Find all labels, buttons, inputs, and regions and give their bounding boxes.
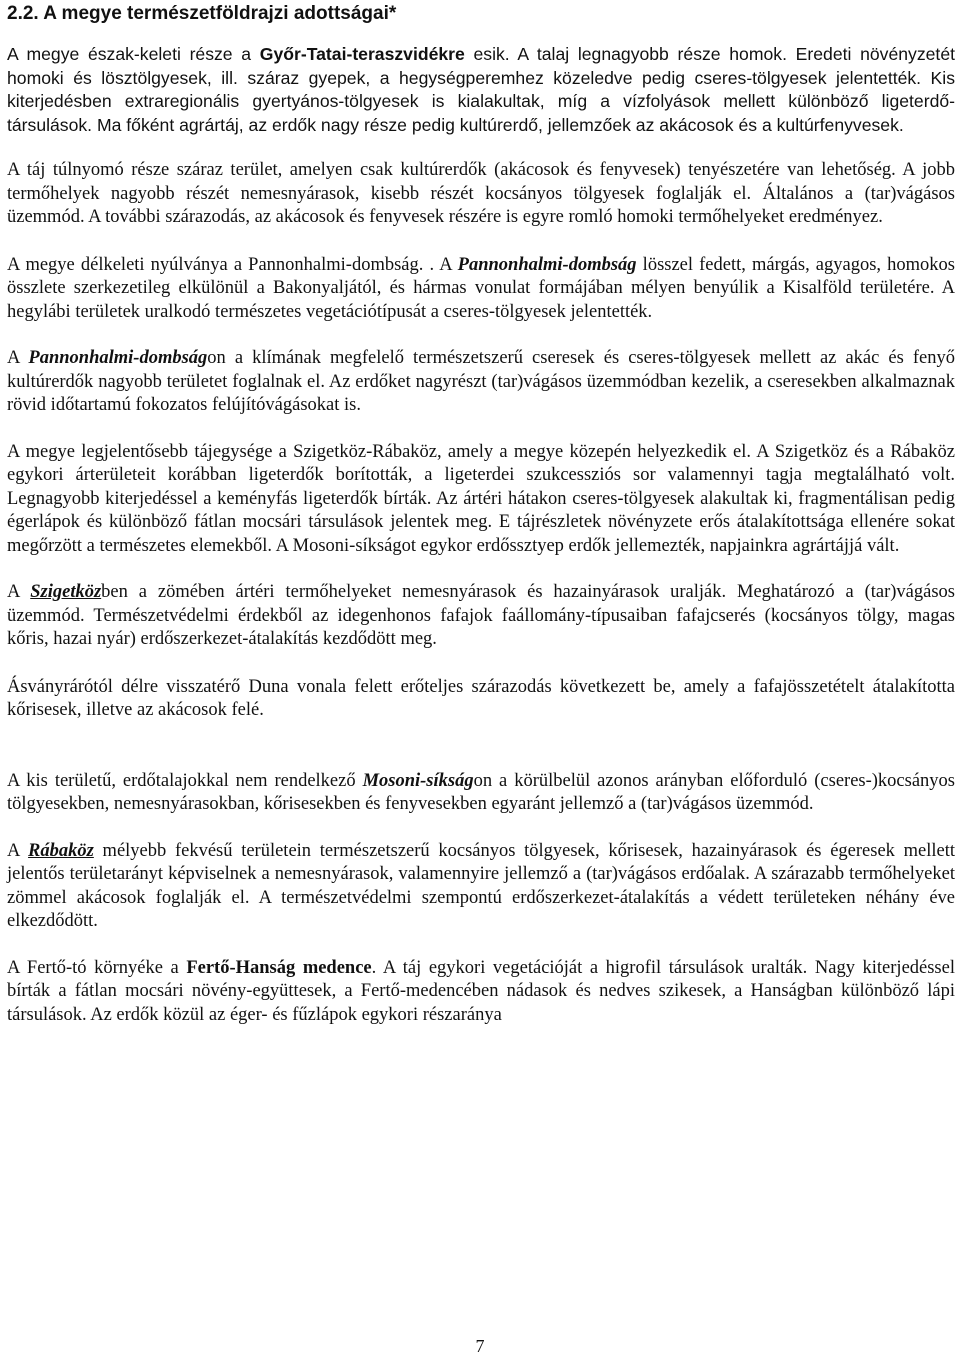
- paragraph-gyor-tata: [7, 43, 955, 137]
- text-span: esik. A talaj legnagyobb része homok. Eredeti növényzetét homoki és lösztölgyesek, ill. száraz gyepek, a hegységperemhez közeledve pedig cseres-tölgyesek jelentették. Kis kiterjedésben extraregionális gyertyános-tölgyesek is kialakultak, míg a vízfolyások mellett különböző ligeterdő-társulások. Ma főként agrártáj, az erdők nagy része pedig kultúrerdő, jellemzőek az akácosok és a kultúrfenyvesek.: [7, 44, 955, 135]
- paragraph-dry-area: A táj túlnyomó része száraz terület, amelyen csak kultúrerdők (akácosok és fenyvesek) tenyészetére van lehetőség. A jobb termőhelyek nagyobb részét nemesnyárasok, kisebb részét kocsányos tölgyesek foglalják el. Általános a (tar)vágásos üzemmód. A további szárazodás, az akácosok és fenyvesek részére is egyre romló homoki termőhelyeket eredményez.: [7, 160, 955, 227]
- place-name-pannonhalma: Pannonhalmi-dombság: [457, 254, 637, 275]
- place-name-rabakoz: Rábaköz: [28, 840, 94, 861]
- place-name-gyor-tata: Győr-Tatai-teraszvidékre: [259, 44, 465, 64]
- section-heading: 2.2. A megye természetföldrajzi adottságai*: [7, 3, 397, 24]
- text-span: lösszel fedett, márgás, agyagos, homokos összlete szerkezetileg elkülönül a Bakonyaljától, és hármas vonulat formájában mélyen benyúlik a Kisalföld területére. A hegylábi területek uralkodó természetes vegetációtípusát a cseres-tölgyesek jelentették.: [7, 254, 956, 322]
- paragraph-mosoni-siksag: [7, 770, 955, 817]
- place-name-szigetkoz: Szigetköz: [30, 582, 102, 602]
- place-name-mosoni-siksag: Mosoni-síkság: [362, 770, 474, 791]
- text-span: A megye észak-keleti része a: [7, 44, 260, 64]
- page-number: 7: [475, 1336, 485, 1356]
- place-name-pannonhalma: Pannonhalmi-dombság: [28, 348, 208, 368]
- text-span: A: [7, 840, 29, 861]
- text-span: A: [7, 582, 31, 602]
- paragraph-pannonhalma-forests: [7, 347, 955, 418]
- paragraph-ferto-hansag: [7, 957, 955, 1028]
- paragraph-pannonhalma-intro: [7, 254, 955, 325]
- paragraph-szigetkoz: [7, 581, 955, 652]
- text-span: ben a zömében ártéri termőhelyeket nemesnyárasok és hazainyárasok uralják. Meghatározó a (tar)vágásos üzemmód. Természetvédelmi érdekből az idegenhonos fafajok faállomány-típusaiban fafajcserés (kocsányos tölgy, magas kőris, hazai nyár) erdőszerkezet-átalakítás kezdődött meg.: [7, 582, 955, 649]
- text-span: A kis területű, erdőtalajokkal nem rendelkező: [7, 770, 363, 791]
- text-span: on a klímának megfelelő természetszerű cseresek és cseres-tölgyesek mellett az akác és fenyő kultúrerdők nagyobb területet foglalnak el. Az erdőket nagyrészt (tar)vágásos üzemmódban kezelik, a cseresekben alkalmaznak rövid időtartamú fokozatos felújítóvágásokat is.: [7, 348, 955, 415]
- text-span: A megye délkeleti nyúlványa a Pannonhalmi-dombság. . A: [7, 254, 458, 275]
- paragraph-rabakoz: [7, 840, 955, 934]
- text-span: . A táj egykori vegetációját a higrofil társulások uralták. Nagy kiterjedéssel bírták a fátlan mocsári növény-együttesek, a Fertő-medencében nádasok és nedves szikesek, a Hanságban különböző lápi társulások. Az erdők közül az éger- és fűzlápok egykori részaránya: [7, 957, 955, 1025]
- place-name-ferto-hansag: Fertő-Hanság medence: [186, 957, 372, 978]
- text-span: mélyebb fekvésű területein természetszerű kocsányos tölgyesek, kőrisesek, hazainyárasok és égeresek mellett jelentős területarányt képviselnek a nemesnyárasok, valamennyire jellemző a (tar)vágásos erdőalak. A szárazabb termőhelyeket zömmel akácosok foglalják el. A természetvédelmi szempontú erdőszerkezet-átalakítás a védett területeken néhány éve elkezdődött.: [7, 840, 955, 931]
- paragraph-szigetkoz-rabakoz: A megye legjelentősebb tájegysége a Szigetköz-Rábaköz, amely a megye közepén helyezkedik el. A Szigetköz és a Rábaköz egykori árterületeit korábban ligeterdők borították, a ligeterdei szukcessziós sor valamennyi tagja megtalálható volt. Legnagyobb kiterjedéssel a keményfás ligeterdők bírták. Az ártéri hátakon cseres-tölgyesek alakultak ki, fragmentálisan pedig égerlápok és különböző fátlan mocsári társulások jelentek meg. E tájrészletek növényzete erős átalakítottsága ellenére sokat megőrzött a természetes elemekből. A Mosoni-síkságot egykor erdőssztyep erdők jellemezték, napjainkra agrártájjá vált.: [7, 441, 955, 556]
- paragraph-asvanyraro: Ásványrárótól délre visszatérő Duna vonala felett erőteljes szárazodás következett be, amely a fafajösszetételt átalakította kőrisesek, illetve az akácosok felé.: [7, 676, 955, 720]
- text-span: A Fertő-tó környéke a: [7, 957, 187, 978]
- text-span: on a körülbelül azonos arányban előforduló (cseres-)kocsányos tölgyesekben, nemesnyárasokban, kőrisesekben és fenyvesekben egyaránt jellemző a (tar)vágásos üzemmód.: [7, 770, 956, 814]
- text-span: A: [7, 348, 29, 368]
- document-page: [7, 0, 955, 1027]
